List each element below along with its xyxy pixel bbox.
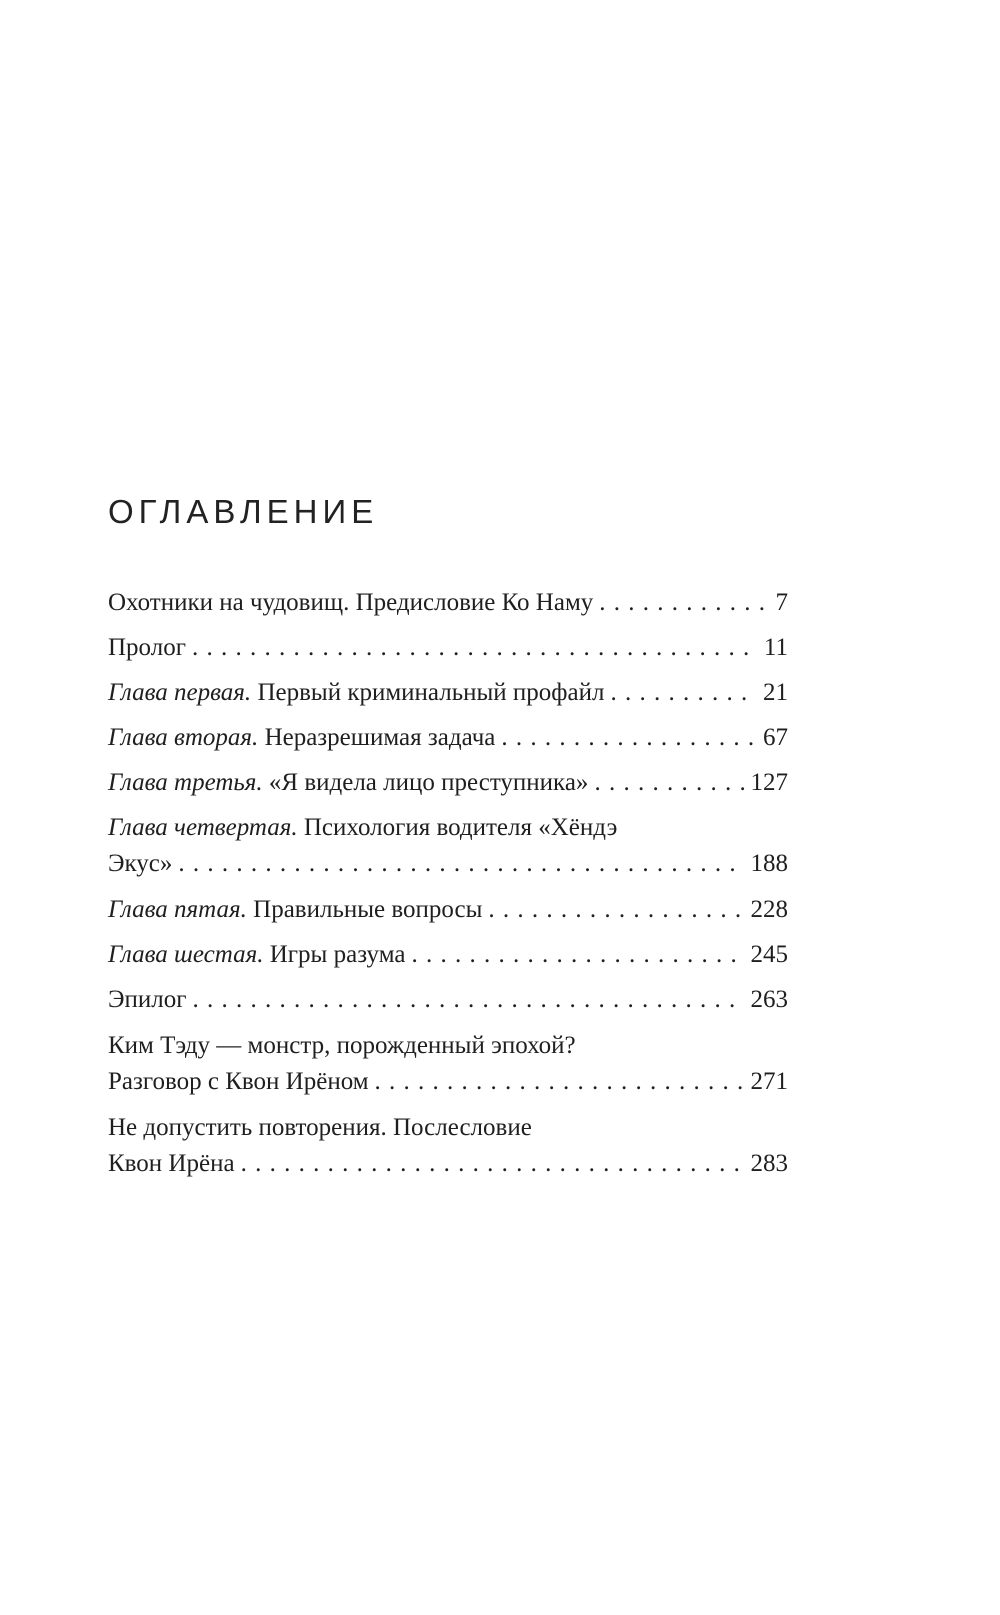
toc-entry-chapter-3[interactable] bbox=[108, 765, 788, 801]
table-of-contents bbox=[108, 585, 788, 1182]
toc-entry-line bbox=[108, 937, 788, 973]
dot-leader bbox=[599, 585, 769, 621]
dot-leader bbox=[610, 675, 757, 711]
toc-entry-chapter-label: Глава четвертая. bbox=[108, 814, 298, 841]
toc-entry-chapter-label: Глава пятая. bbox=[108, 896, 247, 923]
toc-entry-page: 67 bbox=[763, 724, 788, 751]
toc-entry-title: Правильные вопросы bbox=[253, 896, 483, 923]
toc-entry-line bbox=[108, 846, 788, 882]
toc-entry-line bbox=[108, 585, 788, 621]
toc-entry-page: 11 bbox=[763, 634, 788, 661]
toc-entry-chapter-6[interactable] bbox=[108, 937, 788, 973]
toc-entry-page: 245 bbox=[750, 941, 788, 968]
dot-leader bbox=[488, 892, 744, 928]
toc-entry-line bbox=[108, 720, 788, 756]
toc-entry-line bbox=[108, 765, 788, 801]
toc-entry-title: Неразрешимая задача bbox=[264, 724, 496, 751]
toc-entry-page: 188 bbox=[750, 850, 788, 877]
dot-leader bbox=[193, 982, 745, 1018]
dot-leader bbox=[241, 1146, 745, 1182]
toc-entry-title-continued: Экус» bbox=[108, 850, 173, 877]
toc-entry-epilogue[interactable] bbox=[108, 982, 788, 1018]
toc-entry-afterword[interactable] bbox=[108, 1110, 788, 1182]
toc-entry-page: 283 bbox=[750, 1150, 788, 1177]
toc-entry-chapter-5[interactable] bbox=[108, 892, 788, 928]
toc-entry-line bbox=[108, 982, 788, 1018]
toc-entry-title-continued: Разговор с Квон Ирёном bbox=[108, 1068, 369, 1095]
toc-entry-title: Не допустить повторения. Послесловие bbox=[108, 1114, 532, 1141]
dot-leader bbox=[594, 765, 744, 801]
toc-entry-preface[interactable] bbox=[108, 585, 788, 621]
toc-entry-page: 127 bbox=[750, 769, 788, 796]
toc-entry-line bbox=[108, 1110, 788, 1146]
dot-leader bbox=[501, 720, 757, 756]
toc-entry-title-continued: Квон Ирёна bbox=[108, 1150, 235, 1177]
toc-entry-title: Психология водителя «Хёндэ bbox=[303, 814, 618, 841]
toc-entry-chapter-2[interactable] bbox=[108, 720, 788, 756]
toc-entry-title: Ким Тэду — монстр, порожденный эпохой? bbox=[108, 1032, 576, 1059]
toc-entry-title: Охотники на чудовищ. Предисловие Ко Наму bbox=[108, 589, 594, 616]
toc-entry-chapter-label: Глава третья. bbox=[108, 769, 263, 796]
toc-entry-chapter-label: Глава вторая. bbox=[108, 724, 259, 751]
toc-entry-line bbox=[108, 1028, 788, 1064]
toc-entry-chapter-1[interactable] bbox=[108, 675, 788, 711]
toc-entry-prologue[interactable] bbox=[108, 630, 788, 666]
toc-entry-page: 263 bbox=[750, 986, 788, 1013]
toc-entry-chapter-label: Глава шестая. bbox=[108, 941, 264, 968]
toc-entry-page: 7 bbox=[775, 589, 788, 616]
toc-entry-title: Пролог bbox=[108, 634, 186, 661]
dot-leader bbox=[178, 846, 744, 882]
dot-leader bbox=[192, 630, 758, 666]
toc-entry-page: 21 bbox=[763, 679, 788, 706]
toc-entry-title: «Я видела лицо преступника» bbox=[268, 769, 589, 796]
toc-entry-line bbox=[108, 892, 788, 928]
toc-entry-title: Эпилог bbox=[108, 986, 187, 1013]
toc-entry-chapter-4[interactable] bbox=[108, 810, 788, 882]
toc-entry-conversation[interactable] bbox=[108, 1028, 788, 1100]
toc-entry-line bbox=[108, 675, 788, 711]
toc-heading: ОГЛАВЛЕНИЕ bbox=[108, 493, 379, 530]
toc-entry-page: 228 bbox=[750, 896, 788, 923]
toc-entry-line bbox=[108, 810, 788, 846]
dot-leader bbox=[375, 1064, 745, 1100]
toc-entry-line bbox=[108, 1146, 788, 1182]
toc-entry-title: Первый криминальный профайл bbox=[257, 679, 605, 706]
toc-entry-line bbox=[108, 630, 788, 666]
toc-entry-page: 271 bbox=[750, 1068, 788, 1095]
toc-entry-chapter-label: Глава первая. bbox=[108, 679, 252, 706]
toc-entry-title: Игры разума bbox=[269, 941, 406, 968]
dot-leader bbox=[411, 937, 744, 973]
toc-entry-line bbox=[108, 1064, 788, 1100]
